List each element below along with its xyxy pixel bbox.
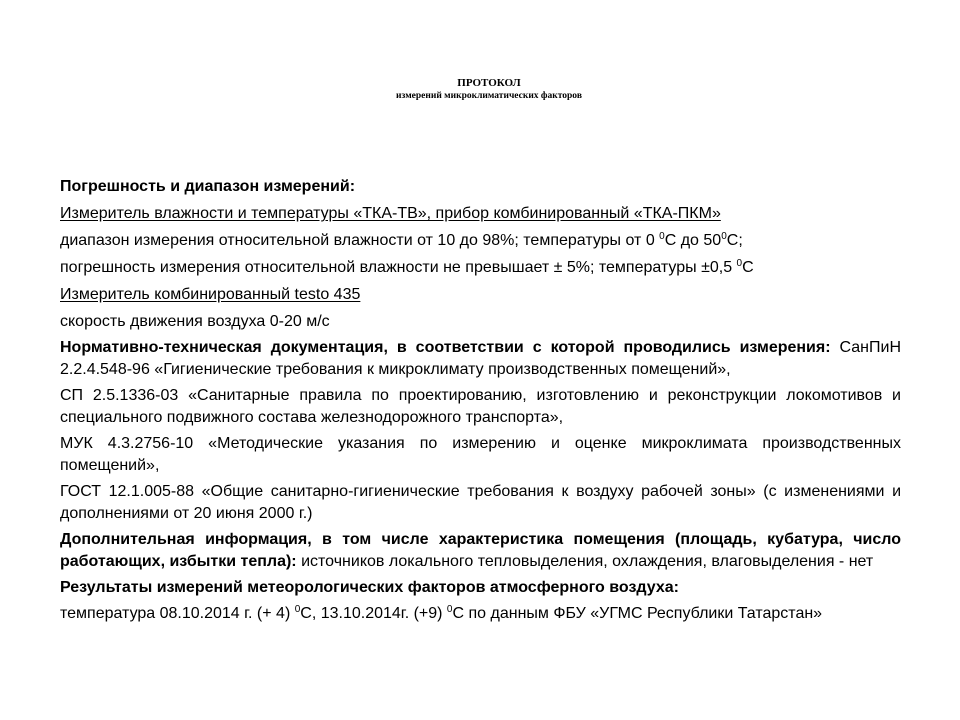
error-text-2: С [742,259,754,276]
protocol-header [0,77,960,103]
gost-reference: ГОСТ 12.1.005-88 «Общие санитарно-гигиенические требования к воздуху рабочей зоны» (с изменениями и дополнениями от 20 июня 2000 г.) [60,483,901,522]
error-text: погрешность измерения относительной влажности не превышает ± 5%; температуры ±0,5 [60,259,737,276]
additional-info-heading: Дополнительная информация, в том числе характеристика помещения (площадь, кубатура, число работающих, избытки тепла): [60,531,901,570]
instrument-testo: Измеритель комбинированный testo 435 [60,286,361,303]
results-heading: Результаты измерений метеорологических факторов атмосферного воздуха: [60,579,679,596]
protocol-subtitle: измерений микроклиматических факторов [396,91,582,101]
range-text-2: С до 50 [664,232,722,249]
document-body [60,176,901,625]
sanpin-reference: СанПиН 2.2.4.548-96 «Гигиенические требования к микроклимату производственных помещений», [60,339,901,378]
protocol-title: ПРОТОКОЛ [457,77,521,89]
additional-info-text: источников локального тепловыделения, охлаждения, влаговыделения - нет [296,553,874,570]
instrument-humidity-temperature: Измеритель влажности и температуры «ТКА-ТВ», прибор комбинированный «ТКА-ПКМ» [60,205,721,222]
normative-docs-paragraph [60,337,901,381]
muk-reference: МУК 4.3.2756-10 «Методические указания по измерению и оценке микроклимата производственных помещений», [60,435,901,474]
normative-heading: Нормативно-техническая документация, в соответствии с которой проводились [60,339,731,356]
temperature-text-2: С, 13.10.2014г. (+9) [300,605,447,622]
sp-reference: СП 2.5.1336-03 «Санитарные правила по проектированию, изготовлению и реконструкции локомотивов и специального подвижного состава железнодорожного транспорта», [60,387,901,426]
degree-sign: 0 [659,231,665,242]
measurement-range [60,230,901,252]
degree-sign: 0 [721,231,727,242]
temperature-text-3: С по данным ФБУ «УГМС Республики Татарстан» [452,605,823,622]
degree-sign: 0 [736,258,743,269]
accuracy-heading: Погрешность и диапазон измерений: [60,178,356,195]
range-text: диапазон измерения относительной влажности от 10 до 98%; температуры от 0 [60,232,660,249]
air-speed-range: скорость движения воздуха 0-20 м/с [60,313,330,330]
outdoor-temperature [60,603,901,625]
additional-info-paragraph [60,529,901,573]
measurement-error [60,257,901,279]
degree-sign: 0 [446,604,453,615]
temperature-text: температура 08.10.2014 г. (+ 4) [60,605,295,622]
normative-heading-2: измерения: [739,339,831,356]
degree-sign: 0 [294,604,301,615]
range-text-3: С; [726,232,743,249]
